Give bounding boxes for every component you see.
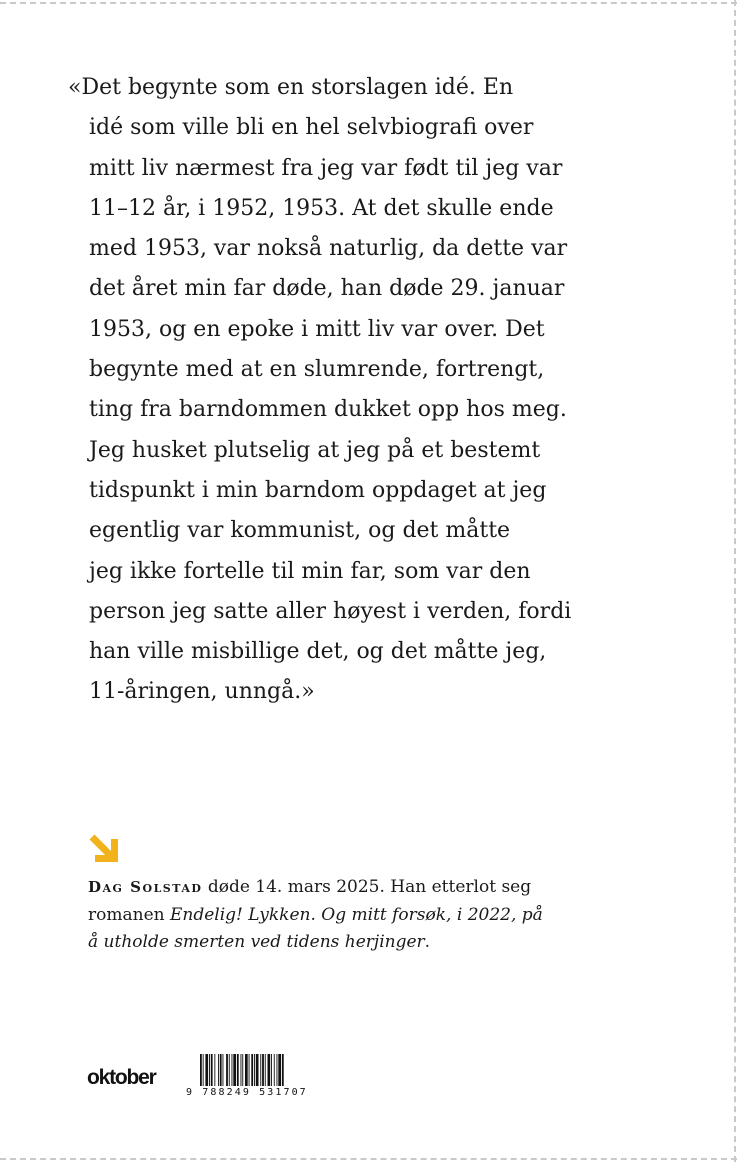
barcode-bar bbox=[233, 1054, 236, 1086]
book-title: å utholde smerten ved tidens herjinger bbox=[88, 932, 425, 952]
perforation-bottom bbox=[0, 1158, 737, 1160]
arrow-down-right-icon bbox=[87, 832, 121, 866]
barcode-bar bbox=[282, 1054, 284, 1086]
bio-text: døde 14. mars 2025. Han etterlot seg bbox=[202, 877, 532, 897]
barcode-bar bbox=[260, 1054, 261, 1086]
quote-line: mitt liv nærmest fra jeg var født til jeg var bbox=[89, 155, 563, 181]
publisher-logo: oktober bbox=[87, 1066, 156, 1089]
barcode-bar bbox=[278, 1054, 281, 1086]
barcode-bar bbox=[256, 1054, 259, 1086]
quote-line: 11-åringen, unngå.» bbox=[89, 679, 315, 705]
quote-line: begynte med at en slumrende, fortrengt, bbox=[89, 357, 545, 383]
bio-text: romanen bbox=[88, 904, 170, 925]
barcode bbox=[186, 1054, 346, 1106]
quote-line: 1953, og en epoke i mitt liv var over. Det bbox=[89, 316, 545, 342]
quote-line: egentlig var kommunist, og det måtte bbox=[89, 518, 511, 544]
barcode-bar bbox=[271, 1054, 272, 1086]
barcode-bar bbox=[254, 1054, 255, 1086]
barcode-bar bbox=[229, 1054, 230, 1086]
barcode-bar bbox=[242, 1054, 243, 1086]
quote-line: idé som ville bli en hel selvbiografi over bbox=[89, 115, 534, 141]
barcode-bar bbox=[209, 1054, 210, 1086]
barcode-bar bbox=[218, 1054, 219, 1086]
barcode-bar bbox=[203, 1054, 204, 1086]
quote-line: ting fra barndommen dukket opp hos meg. bbox=[89, 397, 567, 423]
bio-line bbox=[88, 929, 648, 957]
barcode-bar bbox=[232, 1054, 233, 1086]
barcode-bar bbox=[245, 1054, 248, 1086]
barcode-bar bbox=[223, 1054, 224, 1086]
barcode-bar bbox=[226, 1054, 228, 1086]
quote-line: det året min far døde, han døde 29. januar bbox=[89, 276, 565, 302]
barcode-bar bbox=[251, 1054, 253, 1086]
quote-line: Jeg husket plutselig at jeg på et bestemt bbox=[89, 437, 541, 463]
perforation-right bbox=[734, 0, 736, 1162]
barcode-bar bbox=[277, 1054, 278, 1086]
quote-line: med 1953, var nokså naturlig, da dette var bbox=[89, 236, 568, 262]
barcode-bar bbox=[214, 1054, 215, 1086]
quote-line: tidspunkt i min barndom oppdaget at jeg bbox=[89, 477, 547, 503]
barcode-bar bbox=[274, 1054, 275, 1086]
quote-line: jeg ikke fortelle til min far, som var den bbox=[89, 558, 531, 584]
quote-line: «Det begynte som en storslagen idé. En bbox=[68, 75, 514, 100]
barcode-bar bbox=[200, 1054, 202, 1086]
barcode-bar bbox=[249, 1054, 250, 1086]
quote-line: 11–12 år, i 1952, 1953. At det skulle ende bbox=[89, 195, 554, 221]
barcode-bar bbox=[265, 1054, 266, 1086]
barcode-bar bbox=[220, 1054, 222, 1086]
barcode-bar bbox=[268, 1054, 271, 1086]
book-title: Endelig! Lykken. Og mitt forsøk, i 2022, på bbox=[169, 904, 543, 925]
author-bio bbox=[88, 874, 648, 957]
barcode-bar bbox=[262, 1054, 264, 1086]
barcode-bar bbox=[237, 1054, 239, 1086]
bio-line bbox=[88, 874, 648, 902]
quote-block bbox=[68, 68, 668, 713]
barcode-bar bbox=[241, 1054, 242, 1086]
isbn-number: 9 788249 531707 bbox=[186, 1087, 308, 1098]
bio-text: . bbox=[424, 932, 431, 952]
barcode-bar bbox=[211, 1054, 213, 1086]
bio-line bbox=[88, 902, 648, 930]
quote-line: han ville misbillige det, og det måtte jeg, bbox=[89, 639, 547, 665]
barcode-bar bbox=[205, 1054, 208, 1086]
perforation-top bbox=[0, 2, 737, 4]
author-name: Dag Solstad bbox=[88, 878, 203, 896]
quote-line: person jeg satte aller høyest i verden, fordi bbox=[89, 598, 572, 624]
